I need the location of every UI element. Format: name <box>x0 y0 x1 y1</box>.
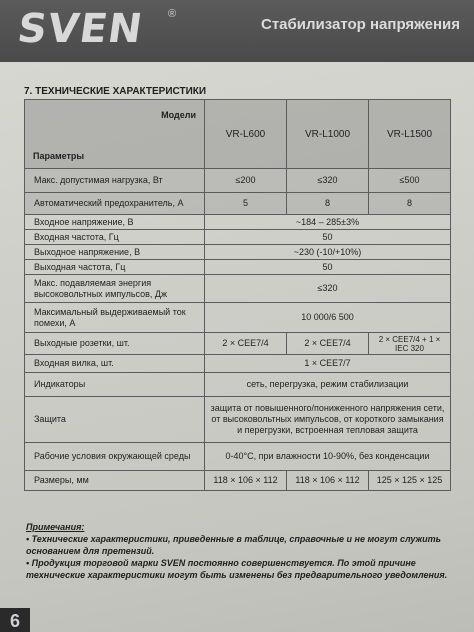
note-item: • Продукция торговой марки SVEN постоянно совершенствуется. По этой причине технические характеристики могут быть изменены без предварительного уведомления. <box>26 558 448 580</box>
cell-value: 8 <box>369 193 451 215</box>
model-header: VR-L1000 <box>287 100 369 169</box>
table-row <box>25 303 451 333</box>
section-title: 7. ТЕХНИЧЕСКИЕ ХАРАКТЕРИСТИКИ <box>24 86 207 97</box>
cell-value: ~230 (-10/+10%) <box>205 245 451 260</box>
table-row <box>25 260 451 275</box>
registered-mark: ® <box>168 8 177 20</box>
table-row <box>25 230 451 245</box>
row-label: Размеры, мм <box>25 471 205 491</box>
row-label: Выходные розетки, шт. <box>25 333 205 355</box>
cell-value: 2 × CEE7/4 + 1 × IEC 320 <box>369 333 451 355</box>
table-row <box>25 245 451 260</box>
table-row <box>25 355 451 373</box>
cell-value: 0-40°C, при влажности 10-90%, без конденсации <box>205 443 451 471</box>
cell-value: 50 <box>205 230 451 245</box>
cell-value: 118 × 106 × 112 <box>205 471 287 491</box>
table-row <box>25 215 451 230</box>
brand-logo: SVEN <box>14 6 146 52</box>
model-header: VR-L600 <box>205 100 287 169</box>
table-row <box>25 373 451 397</box>
table-row <box>25 471 451 491</box>
row-label: Максимальный выдерживаемый ток помехи, А <box>25 303 205 333</box>
row-label: Выходное напряжение, В <box>25 245 205 260</box>
cell-value: ≤320 <box>205 275 451 303</box>
table-header-row <box>25 100 451 169</box>
row-label: Входная частота, Гц <box>25 230 205 245</box>
table-row <box>25 397 451 443</box>
table-row <box>25 333 451 355</box>
cell-value: 125 × 125 × 125 <box>369 471 451 491</box>
table-corner-cell <box>25 100 205 169</box>
cell-value: 118 × 106 × 112 <box>287 471 369 491</box>
page-number: 6 <box>0 608 30 632</box>
cell-value: ~184 – 285±3% <box>205 215 451 230</box>
cell-value: 2 × CEE7/4 <box>205 333 287 355</box>
cell-value: сеть, перегрузка, режим стабилизации <box>205 373 451 397</box>
row-label: Входное напряжение, В <box>25 215 205 230</box>
row-label: Рабочие условия окружающей среды <box>25 443 205 471</box>
cell-value: 50 <box>205 260 451 275</box>
cell-value: 5 <box>205 193 287 215</box>
cell-value: ≤320 <box>287 169 369 193</box>
row-label: Макс. допустимая нагрузка, Вт <box>25 169 205 193</box>
row-label: Макс. подавляемая энергия высоковольтных импульсов, Дж <box>25 275 205 303</box>
note-item: • Технические характеристики, приведенные в таблице, справочные и не могут служить основанием для претензий. <box>26 534 442 556</box>
table-row <box>25 443 451 471</box>
cell-value: 2 × CEE7/4 <box>287 333 369 355</box>
spec-table <box>24 99 451 491</box>
row-label: Защита <box>25 397 205 443</box>
cell-value: 10 000/6 500 <box>205 303 451 333</box>
notes-block <box>26 521 456 581</box>
header-banner <box>0 0 474 62</box>
params-heading: Параметры <box>33 151 85 161</box>
cell-value: ≤200 <box>205 169 287 193</box>
row-label: Входная вилка, шт. <box>25 355 205 373</box>
table-row <box>25 275 451 303</box>
cell-value: ≤500 <box>369 169 451 193</box>
table-row <box>25 193 451 215</box>
models-heading: Модели <box>161 110 196 120</box>
model-header: VR-L1500 <box>369 100 451 169</box>
row-label: Выходная частота, Гц <box>25 260 205 275</box>
header-title: Стабилизатор напряжения <box>261 16 460 33</box>
notes-title: Примечания: <box>26 522 85 532</box>
row-label: Автоматический предохранитель, А <box>25 193 205 215</box>
row-label: Индикаторы <box>25 373 205 397</box>
cell-value: 8 <box>287 193 369 215</box>
cell-value: защита от повышенного/пониженного напряжения сети, от высоковольтных импульсов, от короткого замыкания и перегрузки, встроенная тепловая защита <box>205 397 451 443</box>
cell-value: 1 × CEE7/7 <box>205 355 451 373</box>
table-row <box>25 169 451 193</box>
